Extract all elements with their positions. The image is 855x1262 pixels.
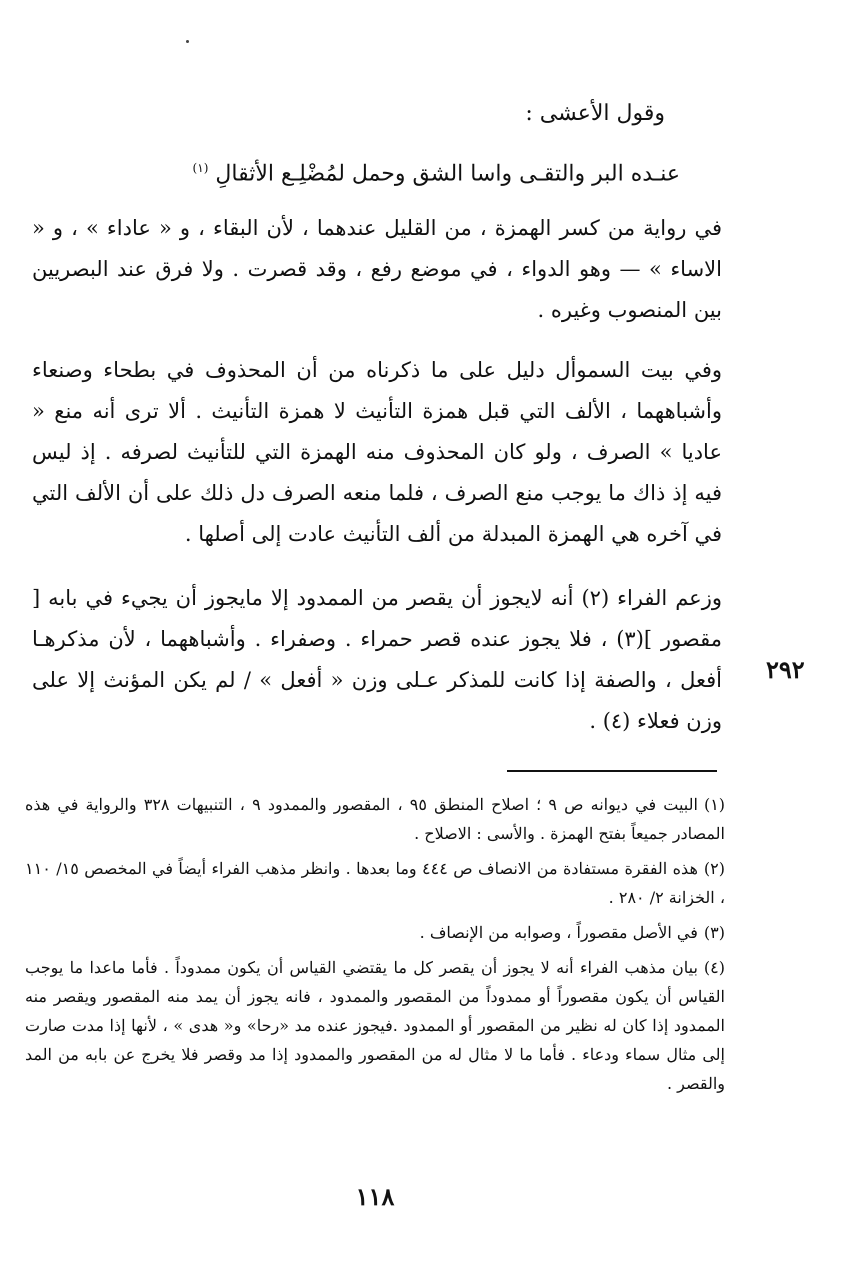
footnote-1 — [25, 790, 725, 848]
paragraph-2: وفي بيت السموأل دليل على ما ذكرناه من أن المحذوف في بطحاء وصنعاء وأشباههما ، الألف التي قبل همزة التأنيث لا همزة التأنيث . ألا ترى أنه منع « عاديا » الصرف ، ولو كان المحذوف منه الهمزة التي للتأنيث لصرفه . إذ ليس فيه إذ ذاك ما يوجب منع الصرف ، فلما منعه الصرف دل ذلك على أن الألف التي في آخره هي الهمزة المبدلة من ألف التأنيث عادت إلى أصلها . — [32, 358, 722, 546]
footnote-4 — [25, 953, 725, 1098]
footnotes — [25, 790, 725, 1104]
footnote-number: (١) — [703, 795, 726, 814]
footnote-3 — [25, 918, 725, 947]
footnote-number: (٣) — [703, 923, 725, 942]
footnote-text: في الأصل مقصوراً ، وصوابه من الإنصاف . — [419, 923, 698, 942]
verse-text: عنـده البر والتقـى واسا الشق وحمل لمُضْلِـع الأثقالِ — [215, 161, 680, 187]
page-number: ١١٨ — [355, 1182, 395, 1211]
paragraph-3: وزعم الفراء (٢) أنه لايجوز أن يقصر من الممدود إلا مايجوز أن يجيء في بابه [ مقصور ](٣) ، فلا يجوز عنده قصر حمراء . وصفراء . وأشباههما ، لأن مذكرهـا أفعل ، والصفة إذا كانت للمذكر عـلى وزن « أفعل » / لم يكن المؤنث إلا على وزن فعلاء (٤) . — [32, 586, 722, 733]
margin-page-marker: ٢٩٢ — [766, 655, 805, 684]
footnote-number: (٤) — [703, 958, 725, 977]
scan-mark — [186, 40, 189, 43]
footnote-2 — [25, 854, 725, 912]
verse-line — [110, 148, 680, 194]
verse-footnote-ref: (١) — [192, 161, 209, 175]
footnote-text: البيت في ديوانه ص ٩ ؛ اصلاح المنطق ٩٥ ، المقصور والممدود ٩ ، التنبيهات ٣٢٨ والرواية في هذه المصادر جميعاً بفتح الهمزة . والأسى : الاصلاح . — [25, 795, 725, 843]
footnote-number: (٢) — [703, 859, 725, 878]
footnote-text: بيان مذهب الفراء أنه لا يجوز أن يقصر كل ما يقتضي القياس أن يكون ممدوداً . فأما ماعدا ما يوجب القياس أن يكون مقصوراً أو ممدوداً من المقصور والممدود ، فانه يجوز أن يمد منه المقصور ويقصر منه الممدود إذا كان له نظير من المقصور أو الممدود .فيجوز عنده مد «رحا» و« هدى » ، لأنها إذا مدت صارت إلى مثال سماء ودعاء . فأما ما لا مثال له من المقصور والممدود إذا مد وقصر فلا يخرج عن بابه من المد والقصر . — [25, 958, 726, 1093]
footnote-separator — [507, 770, 717, 772]
footnote-text: هذه الفقرة مستفادة من الانصاف ص ٤٤٤ وما بعدها . وانظر مذهب الفراء أيضاً في المخصص ١٥/ ١١٠ ، الخزانة ٢/ ٢٨٠ . — [25, 859, 725, 907]
intro-line: وقول الأعشى : — [525, 101, 665, 126]
paragraph-1: في رواية من كسر الهمزة ، من القليل عندهما ، لأن البقاء ، و « عاداء » ، و « الاساء » — وهو الدواء ، في موضع رفع ، وقد قصرت . ولا فرق عند البصريين بين المنصوب وغيره . — [32, 216, 722, 322]
